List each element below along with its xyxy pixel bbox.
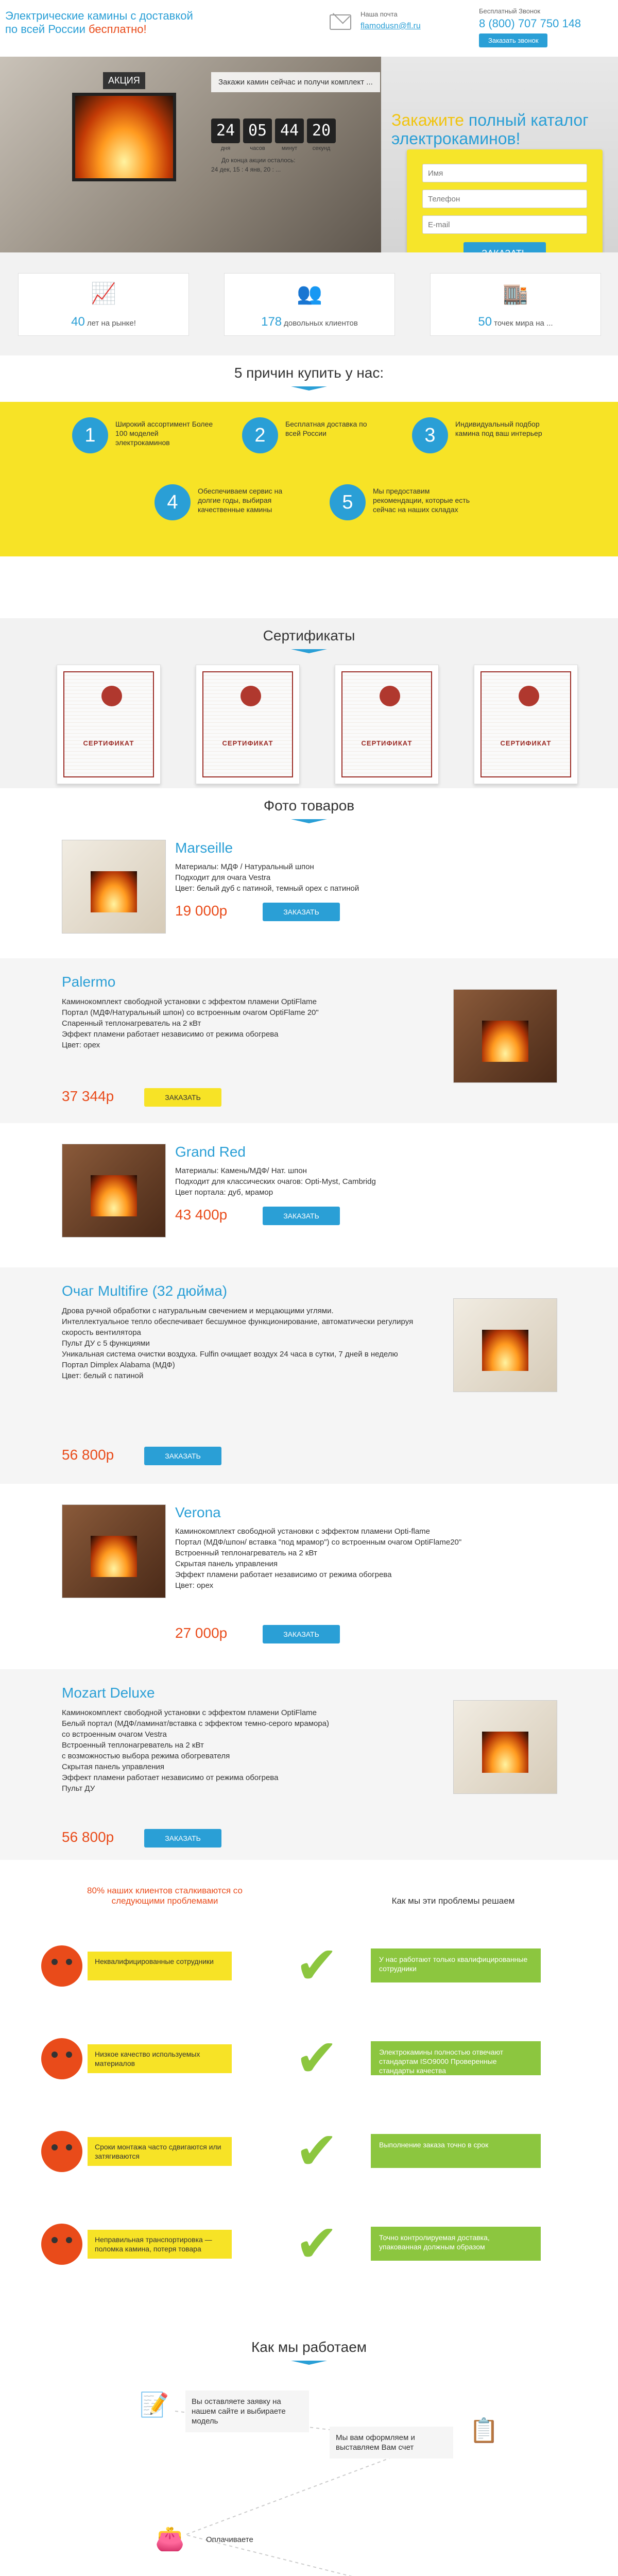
brand bbox=[5, 9, 193, 36]
product-description: Материалы: Камень/МДФ/ Нат. шпон Подходит для классических очагов: Opti-Myst, Cambridg Цвет портала: дуб, мрамор bbox=[175, 1166, 376, 1197]
catalog-title bbox=[391, 111, 618, 148]
problem-row bbox=[0, 1937, 618, 1994]
check-icon: ✔ bbox=[295, 2122, 338, 2180]
product-title: Очаг Multifire (32 дюйма) bbox=[62, 1283, 228, 1299]
product-card bbox=[0, 1494, 618, 1664]
email-input[interactable] bbox=[422, 215, 587, 234]
shop-icon: 🏬 bbox=[503, 282, 528, 305]
reason-text: Бесплатная доставка по всей России bbox=[285, 420, 367, 437]
timer-label: часов bbox=[250, 145, 265, 151]
problem-row bbox=[0, 2215, 618, 2272]
reasons-band bbox=[0, 402, 618, 556]
order-button[interactable]: ЗАКАЗАТЬ bbox=[263, 903, 340, 921]
product-title: Grand Red bbox=[175, 1144, 246, 1160]
timer-hours: 05 bbox=[243, 118, 272, 143]
product-description: Дрова ручной обработки с натуральным свечением и мерцающими углями. Интеллектуальное тепло обеспечивает бесшумное функционирование, автоматически регулируя скорость вентилятора Пульт ДУ с 5 функциями Уникальная система очистки воздуха. Fulfin очищает воздух 24 часа в сутки, 7 дней в неделю Портал Dimplex Alabama (МДФ) Цвет: белый с патиной bbox=[62, 1307, 414, 1380]
brand-line2: по всей России bbox=[5, 23, 89, 36]
angry-face-icon bbox=[41, 2038, 82, 2079]
solution-text: У нас работают только квалифицированные сотрудники bbox=[371, 1948, 541, 1982]
product-price: 56 800р bbox=[62, 1829, 114, 1845]
how-step: Мы вам оформляем и выставляем Вам счет bbox=[330, 2427, 453, 2459]
check-icon: ✔ bbox=[295, 2029, 338, 2087]
timer-labels bbox=[211, 145, 336, 151]
invoice-icon: 📋 bbox=[469, 2417, 499, 2444]
solutions-title: Как мы эти проблемы решаем bbox=[391, 1896, 515, 1906]
product-title: Marseille bbox=[175, 840, 233, 856]
order-button[interactable]: ЗАКАЗАТЬ bbox=[144, 1088, 221, 1107]
product-card bbox=[0, 829, 618, 953]
callback-button[interactable]: Заказать звонок bbox=[479, 33, 547, 47]
fireplace-image bbox=[72, 93, 176, 181]
angry-face-icon bbox=[41, 2131, 82, 2172]
seal-icon bbox=[101, 686, 122, 706]
brand-free: бесплатно! bbox=[88, 23, 147, 36]
promo-text: Закажи камин сейчас и получи комплект ... bbox=[211, 72, 380, 92]
timer-date: 24 дек, 15 : 4 янв, 20 : ... bbox=[211, 166, 281, 173]
timer-label: секунд bbox=[312, 145, 331, 151]
product-price: 19 000р bbox=[175, 903, 228, 919]
reason-number: 4 bbox=[154, 484, 191, 520]
product-card bbox=[0, 958, 618, 1123]
certificate-title: СЕРТИФИКАТ bbox=[83, 739, 134, 747]
stat-label: довольных клиентов bbox=[284, 319, 358, 328]
hero bbox=[0, 57, 618, 252]
reason-text: Мы предоставим рекомендации, которые есть сейчас на наших складах bbox=[373, 487, 470, 514]
product-description: Каминокомплект свободной установки с эффектом пламени Opti-flame Портал (МДФ/шпон/ вставка "под мрамор") со встроенным очагом OptiFlame20" Встроенный теплонагреватель на 2 кВт Скрытая панель управления Эффект пламени работает независимо от режима обогрева Цвет: орех bbox=[175, 1527, 462, 1590]
product-image bbox=[62, 1144, 166, 1238]
certificate[interactable] bbox=[474, 665, 578, 784]
certificate-title: СЕРТИФИКАТ bbox=[361, 739, 413, 747]
certificate-title: СЕРТИФИКАТ bbox=[222, 739, 273, 747]
product-image bbox=[62, 1504, 166, 1598]
how-step: Оплачиваете bbox=[206, 2535, 253, 2544]
timer-days: 24 bbox=[211, 118, 240, 143]
order-button[interactable]: ЗАКАЗАТЬ bbox=[144, 1829, 221, 1848]
phone-number[interactable]: 8 (800) 707 750 148 bbox=[479, 17, 581, 30]
product-price: 56 800р bbox=[62, 1447, 114, 1463]
wallet-icon: 👛 bbox=[155, 2525, 185, 2552]
countdown-timer bbox=[211, 118, 336, 143]
how-title: Как мы работаем bbox=[0, 2339, 618, 2365]
problem-text: Сроки монтажа часто сдвигаются или затягиваются bbox=[88, 2137, 232, 2166]
angry-face-icon bbox=[41, 2224, 82, 2265]
certificates-title: Сертификаты bbox=[0, 628, 618, 653]
timer-label: минут bbox=[281, 145, 298, 151]
mail-label: Наша почта bbox=[360, 10, 398, 18]
product-title: Verona bbox=[175, 1504, 221, 1520]
product-card bbox=[0, 1669, 618, 1860]
chart-icon: 📈 bbox=[91, 282, 116, 305]
name-input[interactable] bbox=[422, 164, 587, 182]
order-button[interactable]: ЗАКАЗАТЬ bbox=[263, 1207, 340, 1225]
certificate[interactable] bbox=[335, 665, 439, 784]
problem-row bbox=[0, 2123, 618, 2179]
phone-label: Бесплатный Звонок bbox=[479, 7, 541, 15]
stat-card bbox=[224, 273, 395, 336]
stat-label: точек мира на ... bbox=[494, 319, 553, 328]
problem-row bbox=[0, 2030, 618, 2087]
reason-number: 3 bbox=[412, 417, 448, 453]
stat-card bbox=[430, 273, 601, 336]
reason-text: Обеспечиваем сервис на долгие годы, выбирая качественные камины bbox=[198, 487, 283, 514]
stat-value: 40 bbox=[71, 315, 85, 329]
catalog-prefix: Закажите bbox=[391, 111, 469, 129]
stat-card bbox=[18, 273, 189, 336]
product-description: Каминокомплект свободной установки с эффектом пламени OptiFlame Белый портал (МДФ/ламинат/вставка с эффектом темно-серого мрамора) со встроенным очагом Vestra Встроенный теплонагреватель на 2 кВт с возможностью выбора режима обогревателя Скрытая панель управления Эффект пламени работает независимо от режима обогрева Пульт ДУ bbox=[62, 1708, 330, 1793]
stat-value: 178 bbox=[261, 315, 282, 329]
timer-note: До конца акции осталось: bbox=[221, 157, 296, 164]
product-image bbox=[453, 989, 557, 1083]
product-description: Каминокомплект свободной установки с эффектом пламени OptiFlame Портал (МДФ/Натуральный шпон) со встроенным очагом OptiFlame 20" Спаренный теплонагреватель на 2 кВт Эффект пламени работает независимо от режима обогрева Цвет: орех bbox=[62, 997, 319, 1049]
stat-label: лет на рынке! bbox=[87, 319, 136, 328]
product-price: 43 400р bbox=[175, 1207, 228, 1223]
solution-text: Электрокамины полностью отвечают стандартам ISO9000 Проверенные стандарты качества bbox=[371, 2041, 541, 2075]
check-icon: ✔ bbox=[295, 2215, 338, 2273]
product-price: 37 344р bbox=[62, 1088, 114, 1104]
how-step: Вы оставляете заявку на нашем сайте и выбираете модель bbox=[185, 2391, 309, 2432]
stat-value: 50 bbox=[478, 315, 492, 329]
seal-icon bbox=[241, 686, 261, 706]
seal-icon bbox=[380, 686, 400, 706]
stats bbox=[0, 252, 618, 355]
timer-label: дня bbox=[220, 145, 231, 151]
certificate-title: СЕРТИФИКАТ bbox=[500, 739, 552, 747]
reasons-title: 5 причин купить у нас: bbox=[0, 365, 618, 391]
problem-text: Неквалифицированные сотрудники bbox=[88, 1952, 232, 1980]
mail-link[interactable]: flamodusn@fl.ru bbox=[360, 22, 421, 30]
certificates bbox=[0, 618, 618, 788]
product-card bbox=[0, 1267, 618, 1484]
reasons bbox=[0, 355, 618, 618]
timer-minutes: 44 bbox=[275, 118, 304, 143]
problem-text: Низкое качество используемых материалов bbox=[88, 2044, 232, 2073]
product-price: 27 000р bbox=[175, 1625, 228, 1641]
catalog-title-text: полный каталог электрокаминов! bbox=[391, 111, 589, 148]
solution-text: Точно контролируемая доставка, упакованная должным образом bbox=[371, 2227, 541, 2261]
seal-icon bbox=[519, 686, 539, 706]
product-card bbox=[0, 1133, 618, 1262]
solution-text: Выполнение заказа точно в срок bbox=[371, 2134, 541, 2168]
phone-input[interactable] bbox=[422, 190, 587, 208]
promo-badge bbox=[103, 72, 206, 93]
reason-text: Индивидуальный подбор камина под ваш интерьер bbox=[455, 420, 542, 437]
certificate[interactable] bbox=[57, 665, 161, 784]
order-button[interactable]: ЗАКАЗАТЬ bbox=[263, 1625, 340, 1643]
product-title: Mozart Deluxe bbox=[62, 1685, 155, 1701]
order-button[interactable]: ЗАКАЗАТЬ bbox=[144, 1447, 221, 1465]
reason-number: 5 bbox=[330, 484, 366, 520]
check-icon: ✔ bbox=[295, 1937, 338, 1994]
users-icon: 👥 bbox=[297, 282, 322, 305]
reason-number: 1 bbox=[72, 417, 108, 453]
reason-text: Широкий ассортимент Более 100 моделей электрокаминов bbox=[115, 420, 213, 447]
problem-text: Неправильная транспортировка — поломка камина, потеря товара bbox=[88, 2230, 232, 2259]
certificate[interactable] bbox=[196, 665, 300, 784]
how-we-work bbox=[0, 2329, 618, 2576]
phone-box bbox=[479, 7, 613, 47]
site-header bbox=[0, 0, 618, 57]
product-image bbox=[62, 840, 166, 934]
product-title: Palermo bbox=[62, 974, 116, 990]
badge-akcia: АКЦИЯ bbox=[103, 72, 145, 89]
document-icon: 📝 bbox=[140, 2391, 169, 2418]
product-image bbox=[453, 1700, 557, 1794]
angry-face-icon bbox=[41, 1945, 82, 1987]
reason-number: 2 bbox=[242, 417, 278, 453]
timer-seconds: 20 bbox=[307, 118, 336, 143]
products-title: Фото товаров bbox=[0, 798, 618, 823]
problems bbox=[0, 1865, 618, 2329]
envelope-icon bbox=[330, 14, 351, 30]
problems-title: 80% наших клиентов сталкиваются со следующими проблемами bbox=[87, 1886, 243, 1906]
product-image bbox=[453, 1298, 557, 1392]
brand-line1: Электрические камины с доставкой bbox=[5, 9, 193, 22]
products bbox=[0, 788, 618, 1865]
product-description: Материалы: МДФ / Натуральный шпон Подходит для очага Vestra Цвет: белый дуб с патиной, темный орех с патиной bbox=[175, 862, 359, 893]
